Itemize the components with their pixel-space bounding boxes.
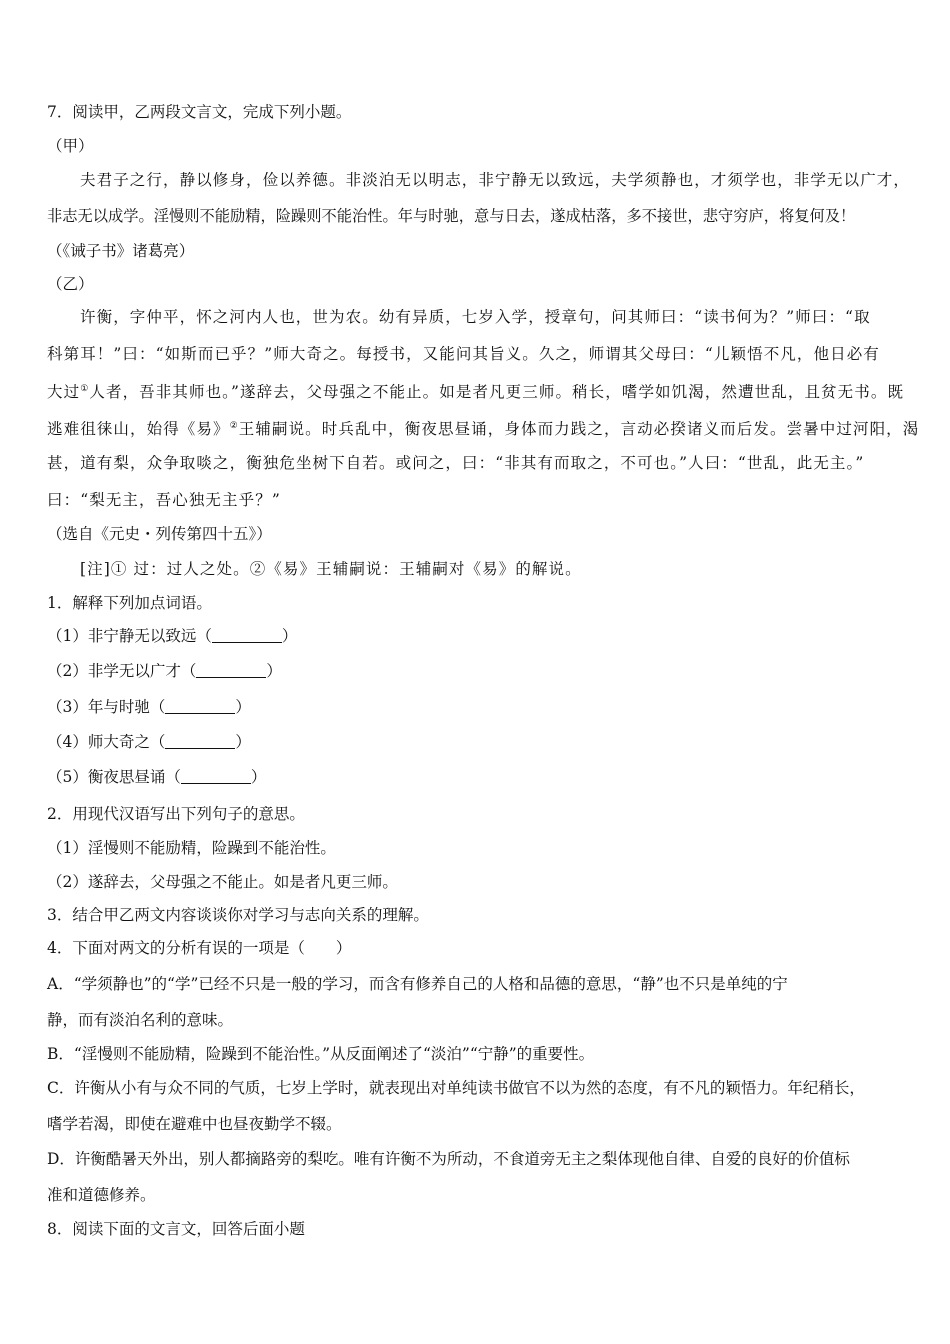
passage-yi-line: 曰：“梨无主，吾心独无主乎？” xyxy=(47,491,281,509)
footnote-marker: ② xyxy=(229,421,239,431)
answer-blank[interactable] xyxy=(165,734,235,749)
sub1-item: （1）非宁静无以致远（ ） xyxy=(47,627,298,645)
passage-jia-source: （《诫子书》诸葛亮） xyxy=(47,242,195,260)
sub2-title: 2．用现代汉语写出下列句子的意思。 xyxy=(47,805,305,823)
question-7-title: 7．阅读甲，乙两段文言文，完成下列小题。 xyxy=(47,103,352,121)
option-c-cont: 嗜学若渴，即使在避难中也昼夜勤学不辍。 xyxy=(47,1115,342,1133)
sub1-title: 1．解释下列加点词语。 xyxy=(47,594,212,612)
option-d-cont: 准和道德修养。 xyxy=(47,1186,156,1204)
option-b: B．“淫慢则不能励精，险躁到不能治性。”从反面阐述了“淡泊”“宁静”的重要性。 xyxy=(47,1045,595,1063)
footnote-marker: ① xyxy=(80,384,90,394)
passage-jia-line: 非志无以成学。淫慢则不能励精，险躁则不能治性。年与时驰，意与日去，遂成枯落，多不接世，悲守穷庐，将复何及！ xyxy=(47,207,856,225)
passage-note: [注]① 过：过人之处。②《易》王辅嗣说：王辅嗣对《易》的解说。 xyxy=(80,560,582,578)
sub2-sentence: （2）遂辞去，父母强之不能止。如是者凡更三师。 xyxy=(47,873,398,891)
passage-yi-line: 大过①人者，吾非其师也。”遂辞去，父母强之不能止。如是者凡更三师。稍长，嗜学如饥渴，然遭世乱，且贫无书。既 xyxy=(47,383,905,401)
sub1-item: （3）年与时驰（ ） xyxy=(47,698,251,716)
passage-yi-line: 科第耳！”曰：“如斯而已乎？”师大奇之。每授书，又能问其旨义。久之，师谓其父母曰：“儿颖悟不凡，他日必有 xyxy=(47,345,880,363)
answer-blank[interactable] xyxy=(181,769,251,784)
sub3-title: 3．结合甲乙两文内容谈谈你对学习与志向关系的理解。 xyxy=(47,906,429,924)
answer-blank[interactable] xyxy=(165,699,235,714)
answer-blank[interactable] xyxy=(196,663,266,678)
passage-yi-label: （乙） xyxy=(47,275,94,293)
passage-yi-line: 逃难徂徕山，始得《易》②王辅嗣说。时兵乱中，衡夜思昼诵，身体而力践之，言动必揆诸义而后发。尝暑中过河阳，渴 xyxy=(47,420,920,438)
answer-blank[interactable] xyxy=(212,628,282,643)
sub1-item: （2）非学无以广才（ ） xyxy=(47,662,282,680)
question-8-title: 8．阅读下面的文言文，回答后面小题 xyxy=(47,1220,305,1238)
option-c: C．许衡从小有与众不同的气质，七岁上学时，就表现出对单纯读书做官不以为然的态度，有不凡的颖悟力。年纪稍长， xyxy=(47,1079,865,1097)
passage-jia-line: 夫君子之行，静以修身，俭以养德。非淡泊无以明志，非宁静无以致远，夫学须静也，才须学也，非学无以广才， xyxy=(80,171,911,189)
passage-yi-line: 许衡，字仲平，怀之河内人也，世为农。幼有异质，七岁入学，授章句，问其师曰：“读书何为？”师曰：“取 xyxy=(80,308,871,326)
passage-yi-source: （选自《元史・列传第四十五》） xyxy=(47,525,272,543)
passage-yi-line: 甚，道有梨，众争取啖之，衡独危坐树下自若。或问之，曰：“非其有而取之，不可也。”人曰：“世乱，此无主。” xyxy=(47,454,865,472)
sub1-item: （4）师大奇之（ ） xyxy=(47,733,251,751)
passage-jia-label: （甲） xyxy=(47,137,94,155)
option-a: A．“学须静也”的“学”已经不只是一般的学习，而含有修养自己的人格和品德的意思，“静”也不只是单纯的宁 xyxy=(47,975,788,993)
option-a-cont: 静，而有淡泊名利的意味。 xyxy=(47,1011,234,1029)
option-d: D．许衡酷暑天外出，别人都摘路旁的梨吃。唯有许衡不为所动，不食道旁无主之梨体现他自律、自爱的良好的价值标 xyxy=(47,1150,850,1168)
sub4-title: 4．下面对两文的分析有误的一项是（ ） xyxy=(47,939,352,957)
sub1-item: （5）衡夜思昼诵（ ） xyxy=(47,768,267,786)
sub2-sentence: （1）淫慢则不能励精，险躁到不能治性。 xyxy=(47,839,336,857)
